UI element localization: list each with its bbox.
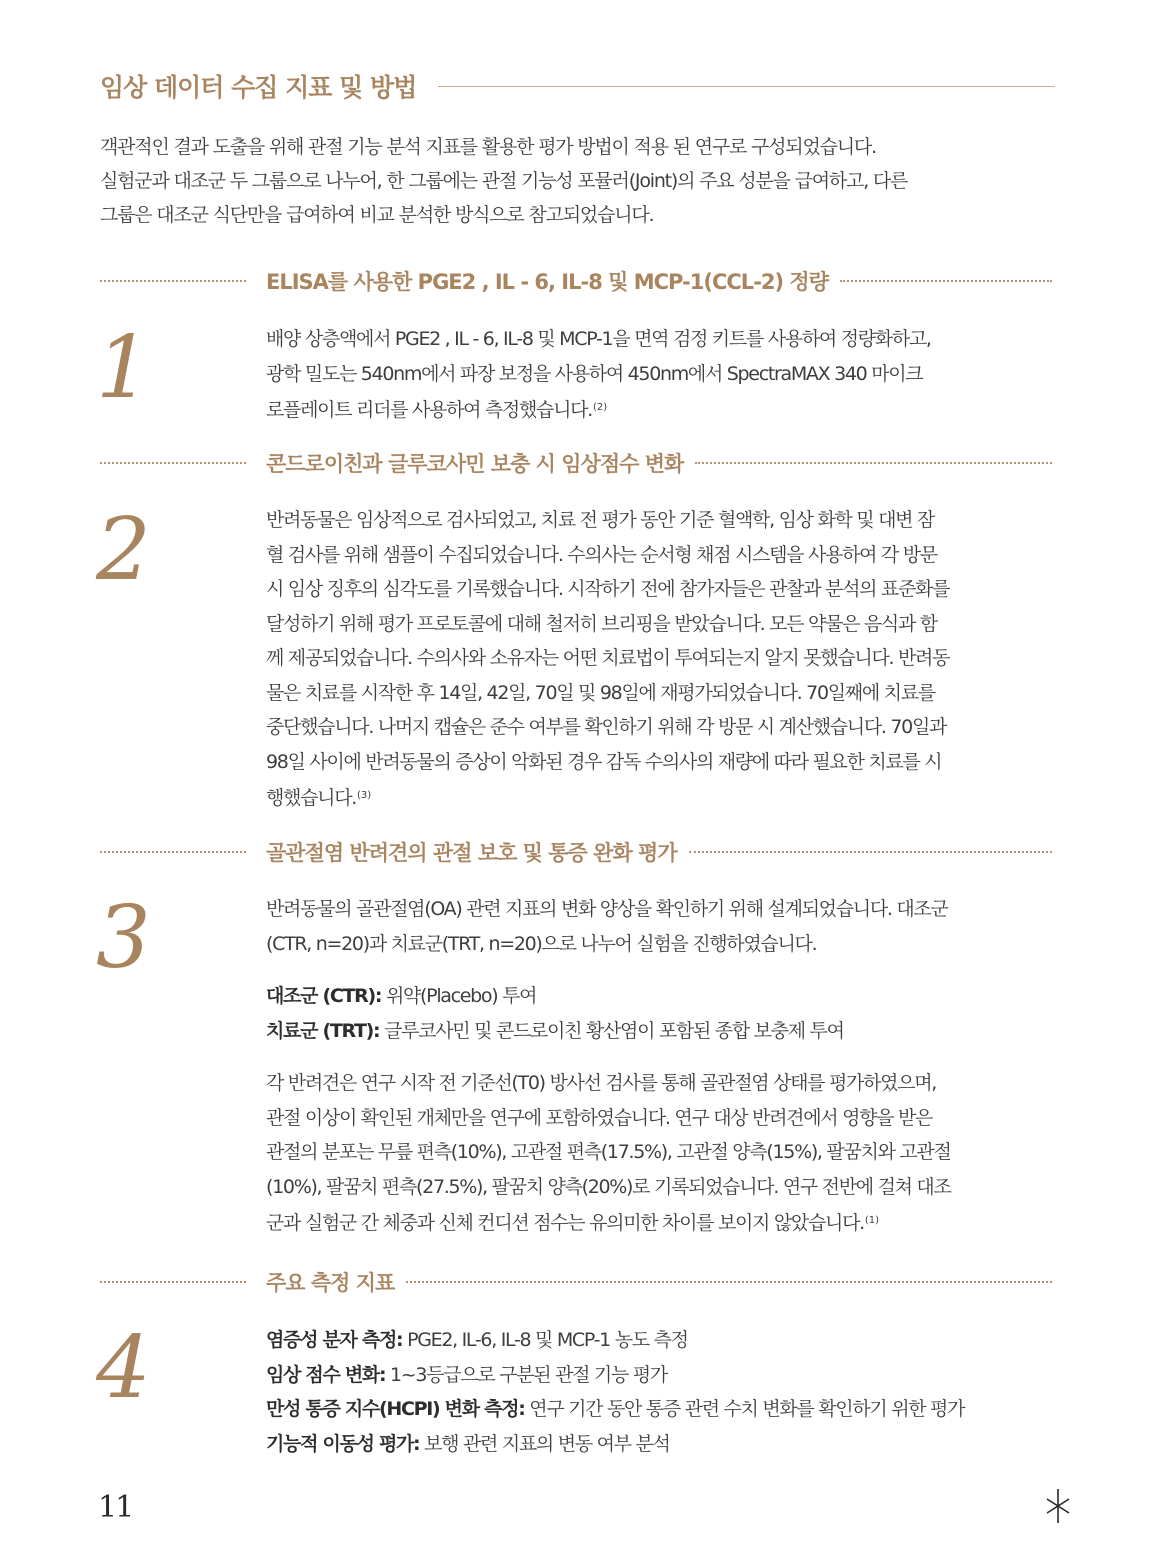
group-text: 글루코사민 및 콘드로이친 황산염이 포함된 종합 보충제 투여: [384, 1019, 844, 1042]
section-2-header: [100, 446, 1052, 480]
reference-mark: (3): [357, 790, 372, 801]
section-1-header: [100, 264, 1052, 298]
dotted-divider: [100, 462, 246, 464]
section-3-title: 골관절염 반려견의 관절 보호 및 통증 완화 평가: [266, 841, 677, 865]
section-3-number: 3: [96, 888, 151, 988]
body-line: 중단했습니다. 나머지 캡슐은 준수 여부를 확인하기 위해 각 방문 시 계산했습니다. 70일과: [266, 716, 947, 738]
body-line: 물은 치료를 시작한 후 14일, 42일, 70일 및 98일에 재평가되었습니다. 70일째에 치료를: [266, 681, 935, 704]
body-line: 혈 검사를 위해 샘플이 수집되었습니다. 수의사는 순서형 채점 시스템을 사용하여 각 방문: [266, 543, 937, 566]
metric-label: 만성 통증 지수(HCPI) 변화 측정:: [266, 1398, 525, 1420]
metric-label: 기능적 이동성 평가:: [266, 1432, 420, 1455]
section-1-number: 1: [96, 318, 151, 418]
dotted-divider: [840, 280, 1052, 282]
section-4-title: 주요 측정 지표: [266, 1271, 395, 1295]
section-3-header: [100, 835, 1052, 869]
body-line: 반려동물은 임상적으로 검사되었고, 치료 전 평가 동안 기준 혈액학, 임상 화학 및 대변 잠: [266, 509, 934, 531]
body-line: 관절의 분포는 무릎 편측(10%), 고관절 편측(17.5%), 고관절 양측(15%), 팔꿈치와 고관절: [266, 1141, 951, 1163]
section-2-title: 콘드로이친과 글루코사민 보충 시 임상점수 변화: [266, 452, 684, 476]
metric-item: [266, 1323, 1056, 1358]
dotted-divider: [695, 462, 1052, 464]
body-line: 배양 상층액에서 PGE2 , IL - 6, IL-8 및 MCP-1을 면역 검정 키트를 사용하여 정량화하고,: [266, 328, 931, 350]
intro-paragraph: [100, 130, 1060, 232]
body-line-last: [266, 1204, 1056, 1241]
group-label: 대조군 (CTR):: [266, 985, 382, 1007]
section-4-header: [100, 1265, 1052, 1299]
body-line: 반려동물의 골관절염(OA) 관련 지표의 변화 양상을 확인하기 위해 설계되었습니다. 대조군: [266, 898, 948, 920]
group-text: 위약(Placebo) 투여: [385, 985, 537, 1007]
section-4-number: 4: [96, 1318, 151, 1418]
reference-mark: (2): [592, 402, 608, 413]
body-line: (CTR, n=20)과 치료군(TRT, n=20)으로 나누어 실험을 진행하였습니다.: [266, 932, 817, 955]
section-3-body: [266, 892, 1056, 1241]
dotted-divider: [100, 851, 246, 853]
body-line: 각 반려견은 연구 시작 전 기준선(T0) 방사선 검사를 통해 골관절염 상태를 평가하였으며,: [266, 1072, 937, 1094]
body-line: 관절 이상이 확인된 개체만을 연구에 포함하였습니다. 연구 대상 반려견에서 영향을 받은: [266, 1106, 933, 1129]
intro-line: 그룹은 대조군 식단만을 급여하여 비교 분석한 방식으로 참고되었습니다.: [100, 204, 654, 226]
body-line-last: [266, 779, 1056, 816]
section-2-body: [266, 503, 1056, 816]
section-1-title: ELISA를 사용한 PGE2 , IL - 6, IL-8 및 MCP-1(CCL-2) 정량: [266, 270, 828, 294]
metric-text: 보행 관련 지표의 변동 여부 분석: [424, 1432, 670, 1455]
dotted-divider: [100, 1281, 246, 1283]
section-1-body: [266, 322, 1056, 428]
spacer: [266, 1048, 1056, 1066]
section-2-number: 2: [96, 500, 151, 600]
body-line-text: 로플레이트 리더를 사용하여 측정했습니다.: [266, 399, 592, 421]
body-line: 시 임상 징후의 심각도를 기록했습니다. 시작하기 전에 참가자들은 관찰과 분석의 표준화를: [266, 578, 950, 600]
intro-line: 실험군과 대조군 두 그룹으로 나누어, 한 그룹에는 관절 기능성 포뮬러(Joint)의 주요 성분을 급여하고, 다른: [100, 170, 908, 192]
metric-item: [266, 1427, 1056, 1462]
page-header: [100, 66, 1055, 106]
body-line: 달성하기 위해 평가 프로토콜에 대해 철저히 브리핑을 받았습니다. 모든 약물은 음식과 함: [266, 612, 937, 635]
metric-text: 1~3등급으로 구분된 관절 기능 평가: [390, 1363, 667, 1386]
metric-label: 염증성 분자 측정:: [266, 1329, 403, 1351]
metric-text: PGE2, IL-6, IL-8 및 MCP-1 농도 측정: [407, 1329, 688, 1351]
dotted-divider: [689, 851, 1052, 853]
group-line: [266, 1014, 1056, 1049]
metric-item: [266, 1392, 1056, 1427]
spacer: [266, 961, 1056, 979]
body-line: 98일 사이에 반려동물의 증상이 악화된 경우 감독 수의사의 재량에 따라 필요한 치료를 시: [266, 750, 942, 773]
dotted-divider: [100, 280, 246, 282]
page-title: 임상 데이터 수집 지표 및 방법: [100, 73, 417, 102]
body-line-text: 행했습니다.: [266, 787, 357, 809]
title-divider: [438, 86, 1055, 87]
body-line-last: [266, 391, 1056, 428]
intro-line: 객관적인 결과 도출을 위해 관절 기능 분석 지표를 활용한 평가 방법이 적용 된 연구로 구성되었습니다.: [100, 136, 876, 158]
metric-item: [266, 1358, 1056, 1393]
section-4-body: [266, 1323, 1056, 1461]
metric-label: 임상 점수 변화:: [266, 1363, 386, 1386]
group-label: 치료군 (TRT):: [266, 1019, 380, 1042]
asterisk-star-icon: [1045, 1488, 1071, 1524]
group-line: [266, 979, 1056, 1014]
reference-mark: (1): [864, 1215, 880, 1226]
body-line: (10%), 팔꿈치 편측(27.5%), 팔꿈치 양측(20%)로 기록되었습니다. 연구 전반에 걸쳐 대조: [266, 1175, 951, 1198]
body-line: 광학 밀도는 540nm에서 파장 보정을 사용하여 450nm에서 SpectraMAX 340 마이크: [266, 362, 923, 385]
body-line: 께 제공되었습니다. 수의사와 소유자는 어떤 치료법이 투여되는지 알지 못했습니다. 반려동: [266, 647, 950, 669]
page-number: 11: [98, 1490, 133, 1525]
metric-text: 연구 기간 동안 통증 관련 수치 변화를 확인하기 위한 평가: [529, 1398, 965, 1420]
body-line-text: 군과 실험군 간 체중과 신체 컨디션 점수는 유의미한 차이를 보이지 않았습니다.: [266, 1212, 864, 1234]
dotted-divider: [406, 1281, 1052, 1283]
